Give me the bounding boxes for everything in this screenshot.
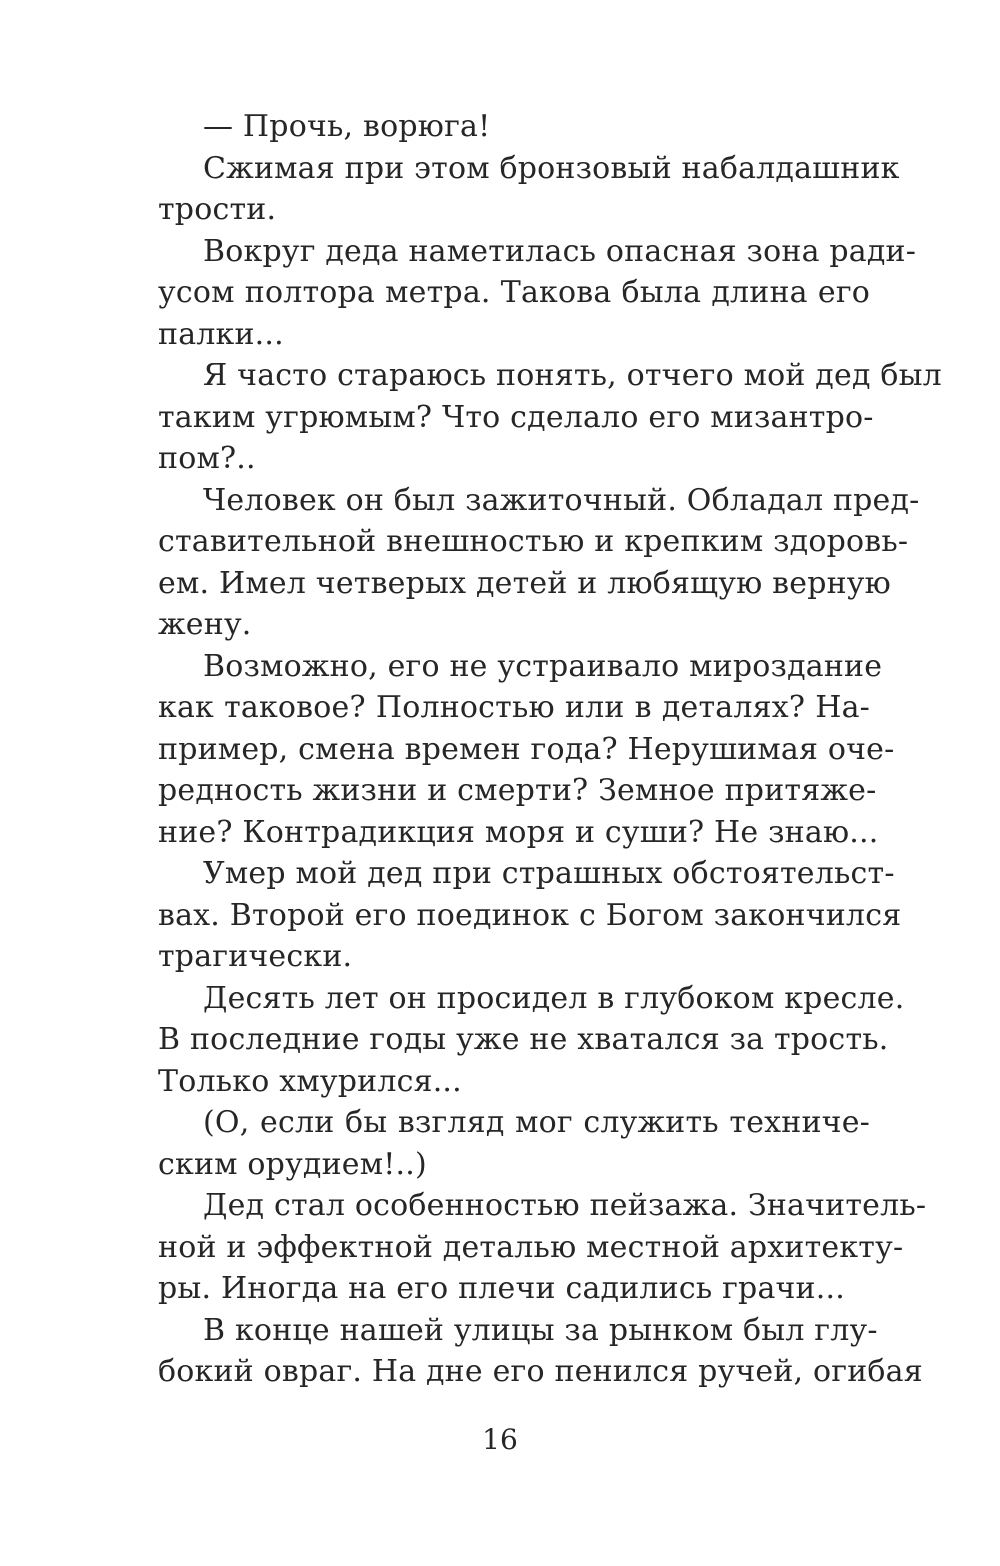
text-line: (О, если бы взгляд мог служить техниче-	[203, 1105, 870, 1140]
text-line: ским орудием!..)	[158, 1146, 427, 1182]
text-line: жену.	[158, 607, 252, 642]
text-line: бокий овраг. На дне его пенился ручей, огибая	[158, 1354, 923, 1389]
body-text	[158, 106, 942, 1393]
text-line: Дед стал особенностью пейзажа. Значитель-	[203, 1188, 927, 1223]
text-line: таким угрюмым? Что сделало его мизантро-	[158, 399, 874, 435]
text-line: ние? Контрадикция моря и суши? Не знаю...	[158, 814, 879, 850]
text-line: палки...	[158, 316, 284, 352]
text-line: Я часто стараюсь понять, отчего мой дед был	[203, 358, 942, 393]
text-line: Только хмурился...	[158, 1063, 462, 1099]
text-line: пом?..	[158, 441, 256, 476]
page-number: 16	[482, 1423, 518, 1456]
text-line: Умер мой дед при страшных обстоятельст-	[203, 856, 895, 891]
text-line: трагически.	[158, 939, 353, 974]
text-line: усом полтора метра. Такова была длина его	[158, 275, 870, 310]
text-line: Сжимая при этом бронзовый набалдашник	[203, 150, 900, 186]
text-line: Человек он был зажиточный. Обладал пред-	[203, 482, 920, 518]
text-line: ры. Иногда на его плечи садились грачи...	[158, 1271, 845, 1306]
text-line: ставительной внешностью и крепким здоровь-	[158, 524, 909, 559]
text-line: редность жизни и смерти? Земное притяже-	[158, 773, 877, 808]
text-line: трости.	[158, 192, 277, 227]
text-line: вах. Второй его поединок с Богом закончился	[158, 897, 902, 933]
text-line: В последние годы уже не хватался за трость.	[158, 1022, 889, 1057]
text-line: Десять лет он просидел в глубоком кресле.	[203, 980, 905, 1016]
text-line: как таковое? Полностью или в деталях? На-	[158, 690, 870, 725]
text-line: пример, смена времен года? Нерушимая оче-	[158, 731, 895, 767]
text-line: Вокруг деда наметилась опасная зона ради-	[203, 233, 917, 269]
text-line: В конце нашей улицы за рынком был глу-	[203, 1312, 878, 1348]
text-line: ем. Имел четверых детей и любящую верную	[158, 565, 891, 601]
text-line: ной и эффектной деталью местной архитекту-	[158, 1229, 904, 1265]
text-line: Возможно, его не устраивало мироздание	[203, 648, 883, 684]
text-line: — Прочь, ворюга!	[203, 109, 491, 144]
